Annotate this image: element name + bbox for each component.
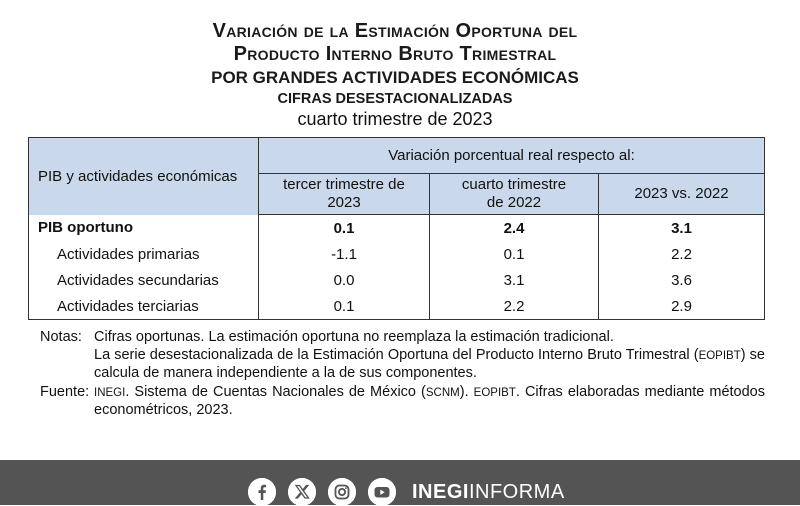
column-header-line: 2023 vs. 2022 <box>634 185 729 202</box>
notes-line-2 <box>40 347 765 383</box>
column-header-line: cuarto trimestre <box>461 176 567 193</box>
cell-value: 3.6 <box>671 271 692 289</box>
footer-bar <box>0 460 800 505</box>
youtube-icon[interactable] <box>368 478 396 506</box>
row-label: Actividades secundarias <box>29 267 259 293</box>
table-row <box>29 293 765 320</box>
column-header-q4-2022 <box>430 174 599 215</box>
title-line-4: CIFRAS DESESTACIONALIZADAS <box>277 91 513 107</box>
cell-value: 0.1 <box>333 219 355 237</box>
instagram-icon[interactable] <box>328 478 356 506</box>
column-header-line: 2023 <box>327 194 361 211</box>
row-label: PIB oportuno <box>29 215 259 242</box>
source-fragment: . Cifras elaboradas mediante métodos econométricos, 2023. <box>94 383 765 418</box>
abbreviation: INEGI <box>94 386 126 399</box>
source-fragment: . Sistema de Cuentas Nacionales de México ( <box>125 383 426 400</box>
cell-value: 2.9 <box>671 297 692 315</box>
x-icon[interactable] <box>288 478 316 506</box>
title-line-1: Variación de la Estimación Oportuna del <box>212 20 578 42</box>
cell-value: 0.1 <box>333 297 355 315</box>
social-links <box>248 478 565 506</box>
abbreviation: EOPIBT <box>698 349 741 362</box>
row-label: Actividades primarias <box>29 241 259 267</box>
brand-bold: INEGI <box>412 480 469 503</box>
table-row <box>29 215 765 242</box>
cell-value: -1.1 <box>331 245 357 263</box>
column-header-line: tercer trimestre de <box>283 176 405 193</box>
source-fragment: ). <box>459 383 474 400</box>
cell-value: 2.2 <box>430 293 599 320</box>
brand-light: INFORMA <box>468 480 565 503</box>
notes-row <box>40 329 765 347</box>
gdp-variation-table <box>28 137 765 320</box>
cell-value: 2.2 <box>671 245 692 263</box>
notes-text: ) se calcula de manera independiente a la de sus componentes. <box>94 346 765 381</box>
cell-value: 3.1 <box>430 267 599 293</box>
column-header-2023-vs-2022 <box>599 174 765 215</box>
notes-label: Notas: <box>40 329 82 345</box>
source-text <box>94 384 765 420</box>
notes-line-1: Cifras oportunas. La estimación oportuna no reemplaza la estimación tradicional. <box>94 329 614 345</box>
column-header-line: de 2022 <box>486 194 542 211</box>
abbreviation: EOPIBT <box>473 386 516 399</box>
abbreviation: SCNM <box>425 386 460 399</box>
title-line-2: Producto Interno Bruto Trimestral <box>233 43 557 65</box>
cell-value: 0.0 <box>333 271 355 289</box>
group-header: Variación porcentual real respecto al: <box>259 138 765 174</box>
title-line-3: POR GRANDES ACTIVIDADES ECONÓMICAS <box>211 68 579 87</box>
corner-header: PIB y actividades económicas <box>29 138 259 215</box>
column-header-q3-2023 <box>259 174 430 215</box>
source-row <box>40 384 765 420</box>
notes-block <box>40 329 765 420</box>
cell-value: 0.1 <box>430 241 599 267</box>
cell-value: 2.4 <box>430 215 599 242</box>
title-period: cuarto trimestre de 2023 <box>297 109 493 129</box>
row-label: Actividades terciarias <box>29 293 259 320</box>
table-row <box>29 241 765 267</box>
title-block <box>0 20 790 129</box>
source-label: Fuente: <box>40 383 90 400</box>
cell-value: 3.1 <box>671 219 692 237</box>
brand-wordmark[interactable] <box>412 481 565 504</box>
facebook-icon[interactable] <box>248 478 276 506</box>
table-row <box>29 267 765 293</box>
notes-text: La serie desestacionalizada de la Estimación Oportuna del Producto Interno Bruto Trimestral ( <box>94 346 699 363</box>
